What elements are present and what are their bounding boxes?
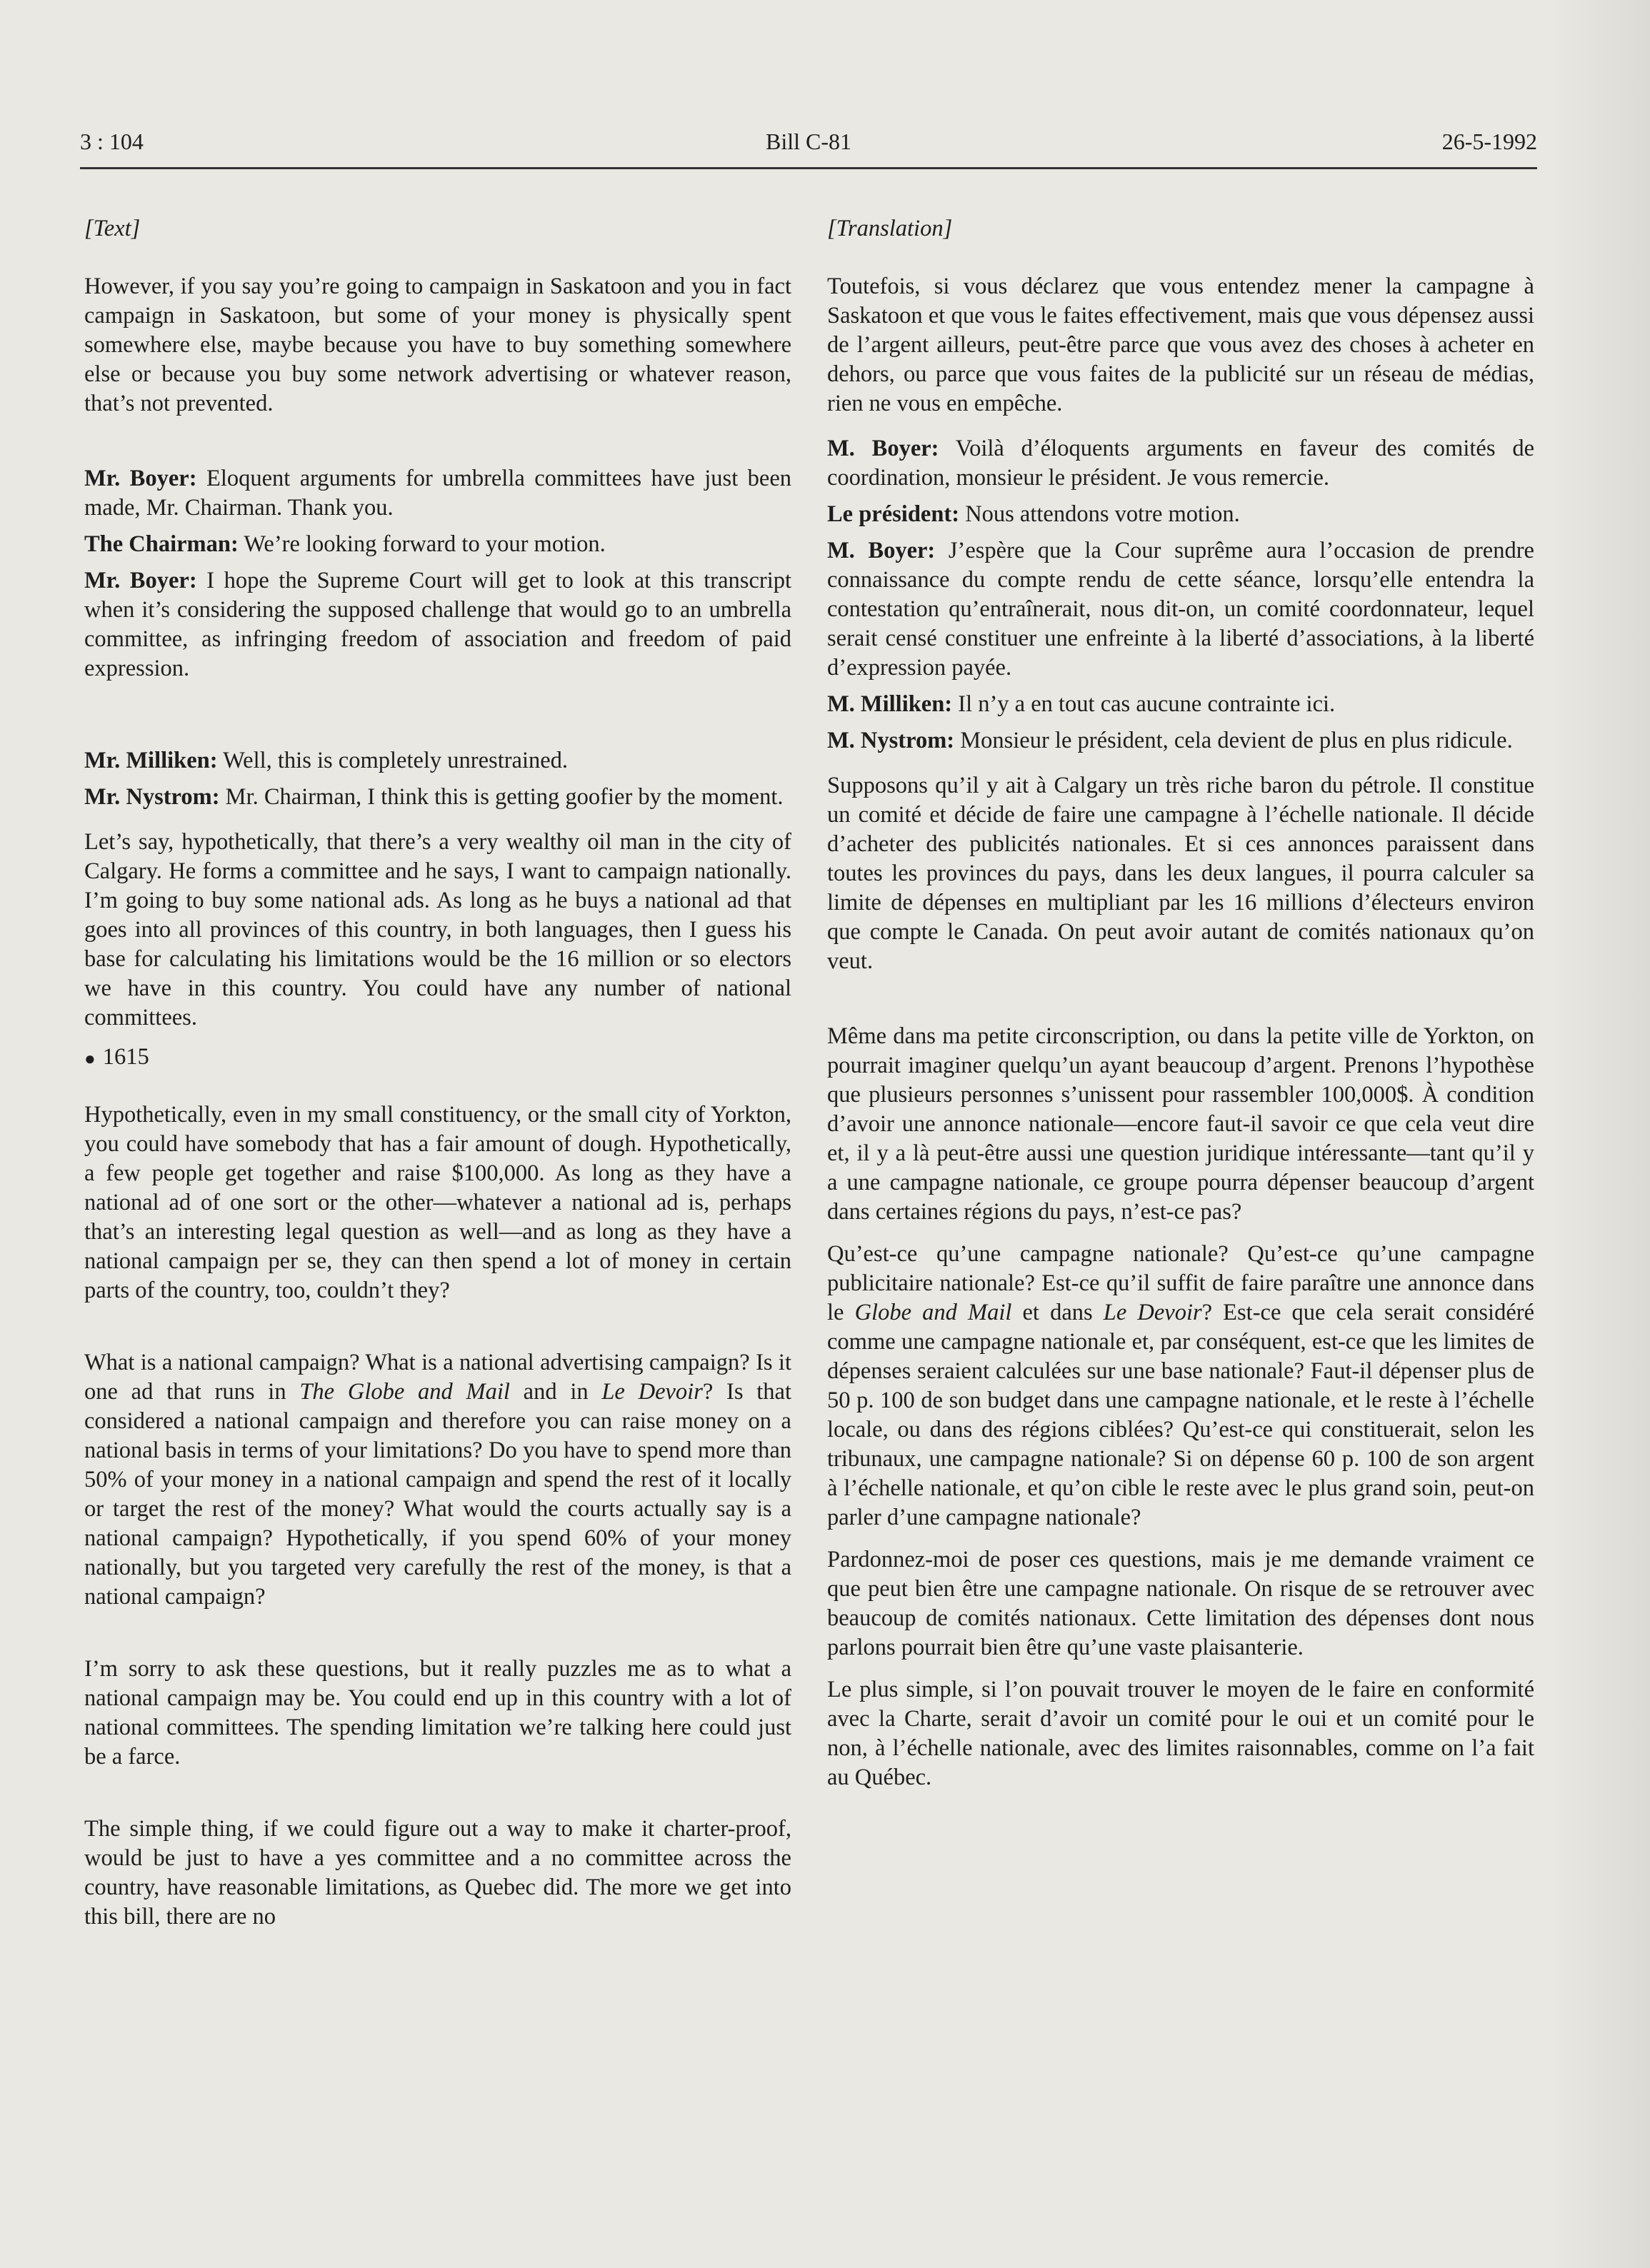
speaker-name: The Chairman: bbox=[84, 531, 239, 557]
speech-text: I hope the Supreme Court will get to look at this transcript when it’s considering the supposed challenge that would go to an umbrella committee, as infringing freedom of association and freedom of paid expression. bbox=[84, 568, 792, 681]
speaker-paragraph bbox=[84, 566, 791, 683]
speaker-paragraph bbox=[84, 746, 791, 776]
paragraph: Même dans ma petite circonscription, ou dans la petite ville de Yorkton, on pourrait imaginer quelqu’un ayant beaucoup d’argent. Prenons l’hypothèse que plusieurs personnes s’unissent pour rassembler 100,000$. À condition d’avoir une annonce nationale—encore faut-il savoir ce que cela veut dire et, il y a là peut-être aussi une question juridique intéressante—tant qu’il y a une campagne nationale, ce groupe pourra dépenser beaucoup d’argent dans certaines régions du pays, n’est-ce pas? bbox=[827, 1023, 1534, 1225]
french-column bbox=[827, 214, 1534, 1792]
speaker-name: M. Nystrom: bbox=[827, 728, 955, 753]
speaker-paragraph bbox=[827, 536, 1534, 683]
speaker-name: Mr. Boyer: bbox=[84, 466, 197, 491]
text-label: [Text] bbox=[84, 216, 141, 241]
page-header bbox=[80, 129, 1537, 161]
speaker-paragraph bbox=[827, 690, 1534, 719]
speech-text: We’re looking forward to your motion. bbox=[238, 531, 606, 557]
paragraph bbox=[827, 1240, 1534, 1532]
speaker-name: Mr. Milliken: bbox=[84, 748, 218, 773]
speech-text: Well, this is completely unrestrained. bbox=[217, 748, 569, 773]
header-rule bbox=[80, 167, 1537, 169]
page-edge-shadow bbox=[1550, 0, 1650, 2268]
speech-text: J’espère que la Cour suprême aura l’occasion de prendre connaissance du compte rendu de cette séance, lorsqu’elle entendra la contestation qu’entraînerait, nous dit-on, un comité coordonnateur, lequel serait censé constituer une enfreinte à la liberté d’associations, à la liberté d’expression payée. bbox=[827, 538, 1534, 681]
paragraph: Le plus simple, si l’on pouvait trouver le moyen de le faire en conformité avec la Charte, serait d’avoir un comité pour le oui et un comité pour le non, à l’échelle nationale, avec des limites raisonnables, comme on l’a fait au Québec. bbox=[827, 1677, 1534, 1790]
paragraph: Hypothetically, even in my small constituency, or the small city of Yorkton, you could have somebody that has a fair amount of dough. Hypothetically, a few people get together and raise $100,000. As long as they have a national ad of one sort or the other—whatever a national ad is, perhaps that’s an interesting legal question as well—and as long as they have a national campaign per se, they can then spend a lot of money in certain parts of the country, too, couldn’t they? bbox=[84, 1102, 791, 1304]
speaker-paragraph bbox=[84, 783, 791, 812]
paragraph: I’m sorry to ask these questions, but it really puzzles me as to what a national campaign may be. You could end up in this country with a lot of national committees. The spending limitation we’re talking here could just be a farce. bbox=[84, 1656, 791, 1770]
speaker-name: Mr. Boyer: bbox=[84, 568, 197, 593]
speech-text: Mr. Chairman, I think this is getting goofier by the moment. bbox=[219, 784, 784, 810]
speech-text: Il n’y a en tout cas aucune contrainte ici. bbox=[952, 691, 1336, 717]
text-run: and in bbox=[509, 1379, 602, 1405]
newspaper-title: Globe and Mail bbox=[854, 1300, 1012, 1325]
speaker-name: M. Milliken: bbox=[827, 691, 953, 717]
speaker-paragraph bbox=[827, 434, 1534, 493]
speech-text: Nous attendons votre motion. bbox=[959, 501, 1240, 527]
paragraph: The simple thing, if we could figure out a way to make it charter-proof, would be just to have a yes committee and a no committee across the country, have reasonable limitations, as Quebec did. The more we get into this bill, there are no bbox=[84, 1816, 791, 1930]
speaker-name: Mr. Nystrom: bbox=[84, 784, 220, 810]
paragraph: Supposons qu’il y ait à Calgary un très riche baron du pétrole. Il constitue un comité et décide de faire une campagne à l’échelle nationale. Il décide d’acheter des publicités nationales. Et si ces annonces paraissent dans toutes les provinces du pays, dans les deux langues, il pourra calculer sa limite de dépenses en multipliant par les 16 millions d’électeurs environ que compte le Canada. On peut avoir autant de comités nationaux qu’on veut. bbox=[827, 773, 1534, 974]
time-marker bbox=[84, 1043, 791, 1073]
english-column bbox=[84, 214, 791, 1932]
paragraph: Toutefois, si vous déclarez que vous entendez mener la campagne à Saskatoon et que vous le faites effectivement, mais que vous dépensez aussi de l’argent ailleurs, peut-être parce que vous avez des choses à acheter en dehors, ou parce que vous faites de la publicité sur un réseau de médias, rien ne vous en empêche. bbox=[827, 274, 1534, 416]
text-run: What is a national campaign? What is a national advertising campaign? Is it one ad that runs in bbox=[84, 1350, 791, 1405]
bullet-icon: ● bbox=[84, 1048, 96, 1070]
paragraph: Let’s say, hypothetically, that there’s a very wealthy oil man in the city of Calgary. He forms a committee and he says, I want to campaign nationally. I’m going to buy some national ads. As long as he buys a national ad that goes into all provinces of this country, in both languages, then I guess his base for calculating his limitations would be the 16 million or so electors we have in this country. You could have any number of national committees. bbox=[84, 829, 791, 1030]
speech-text: Monsieur le président, cela devient de plus en plus ridicule. bbox=[954, 728, 1513, 753]
speech-text: Voilà d’éloquents arguments en faveur des comités de coordination, monsieur le président. Je vous remercie. bbox=[827, 436, 1534, 491]
speaker-name: Le président: bbox=[827, 501, 960, 527]
translation-label: [Translation] bbox=[827, 216, 953, 241]
text-run: Qu’est-ce qu’une campagne nationale? Qu’est-ce qu’une campagne publicitaire nationale? Est-ce qu’il suffit de faire paraître une annonce dans le bbox=[827, 1241, 1534, 1325]
bill-title: Bill C-81 bbox=[765, 129, 851, 154]
speech-text: Eloquent arguments for umbrella committees have just been made, Mr. Chairman. Thank you. bbox=[84, 466, 792, 521]
speaker-paragraph bbox=[84, 530, 791, 559]
text-run: ? Is that considered a national campaign and therefore you can raise money on a national basis in terms of your limitations? Do you have to spend more than 50% of your money in a national campaign and spend the rest of it locally or target the rest of the money? What would the courts actually say is a national campaign? Hypothetically, if you spend 60% of your money nationally, but you targeted very carefully the rest of the money, is that a national campaign? bbox=[84, 1379, 791, 1610]
speaker-name: M. Boyer: bbox=[827, 538, 936, 563]
newspaper-title: Le Devoir bbox=[1103, 1300, 1202, 1325]
paragraph: However, if you say you’re going to campaign in Saskatoon and you in fact campaign in Saskatoon, but some of your money is physically spent somewhere else, maybe because you have to buy something somewhere else or because you buy some network advertising or whatever reason, that’s not prevented. bbox=[84, 274, 791, 416]
header-date: 26-5-1992 bbox=[1441, 129, 1537, 154]
time-marker-value: 1615 bbox=[102, 1044, 149, 1070]
speaker-name: M. Boyer: bbox=[827, 436, 939, 461]
speaker-paragraph bbox=[827, 726, 1534, 756]
paragraph: Pardonnez-moi de poser ces questions, mais je me demande vraiment ce que peut bien être une campagne nationale. On risque de se retrouver avec beaucoup de comités nationaux. Cette limitation des dépenses dont nous parlons pourrait bien être qu’une vaste plaisanterie. bbox=[827, 1547, 1534, 1660]
newspaper-title: The Globe and Mail bbox=[299, 1379, 510, 1405]
page-reference: 3 : 104 bbox=[80, 129, 144, 154]
text-run: et dans bbox=[1011, 1300, 1104, 1325]
speaker-paragraph bbox=[84, 464, 791, 523]
newspaper-title: Le Devoir bbox=[601, 1379, 703, 1405]
speaker-paragraph bbox=[827, 500, 1534, 529]
text-run: ? Est-ce que cela serait considéré comme une campagne nationale et, par conséquent, est-ce que les limites de dépenses seraient calculées sur une base nationale? Faut-il dépenser plus de 50 p. 100 de son budget dans une campagne nationale, et le reste à l’échelle locale, ou dans des régions ciblées? Qu’est-ce qui constituerait, selon les tribunaux, une campagne nationale? Si on dépense 60 p. 100 de son argent à l’échelle nationale, et qu’on cible le reste avec le plus grand soin, peut-on parler d’une campagne nationale? bbox=[827, 1300, 1534, 1530]
paragraph bbox=[84, 1348, 791, 1612]
